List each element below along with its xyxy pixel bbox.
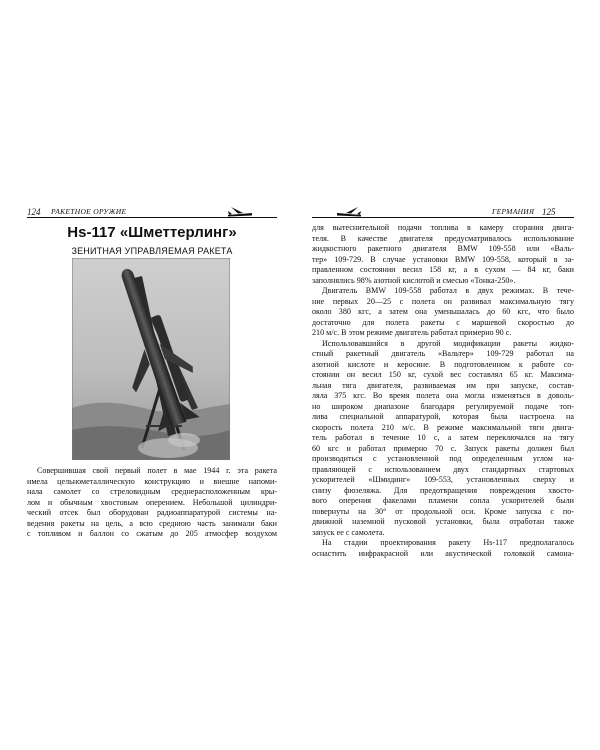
text-line: ние первых 20—25 с полета он развивал максимальную тягу [312,296,574,306]
text-line: Использовавшийся в другой модификации ракеты жидко- [322,338,574,348]
text-line: льная тяга двигателя, развиваемая им при запуске, состав- [312,380,574,390]
left-body-text [27,466,277,540]
text-line: лом и обычным хвостовым оперением. Небольшой цилиндри- [27,497,277,507]
left-running-header [27,205,277,221]
paragraph [312,339,574,539]
text-line: скорость полета 210 м/с. В режиме максимальной тяги двига- [312,422,574,432]
rocket-photo [72,258,230,460]
text-line: движной наземной пусковой установки, была отработан также [312,517,574,526]
article-title: Hs-117 «Шметтерлинг» [67,224,237,241]
text-line: снизу фюзеляжа. Для предотвращения повреждения хвосто- [312,485,574,495]
text-line: для вытеснительной подачи топлива в камеру сгорания двига- [312,223,574,232]
text-line: вого оперения факелами пламени сопла ускорителей были [312,496,574,505]
paragraph [312,538,574,559]
text-line: стоянии он весил 150 кг, сухой вес составлял 65 кг. Максима- [312,370,574,379]
text-line: Двигатель BMW 109-558 работал в двух режимах. В тече- [322,286,574,295]
right-page [300,0,600,750]
text-line: азотной кислоте и керосине. В подготовленном к работе со- [312,359,574,369]
left-header-rule [27,217,277,218]
article-subtitle: ЗЕНИТНАЯ УПРАВЛЯЕМАЯ РАКЕТА [71,246,233,256]
text-line: оснастить инфракрасной или акустической головкой самона- [312,548,574,558]
text-line: Совершившая свой первый полет в мае 1944 г. эта ракета [37,466,277,475]
text-line: тель работал в течение 10 с, а затем переключался на тягу [312,433,574,442]
text-line: тер» 109-729. В случае установки BMW 109-558, который в за- [312,254,574,264]
aircraft-logo-icon [227,206,253,217]
right-running-header [312,205,574,221]
text-line: стный ракетный двигатель «Вальтер» 109-729 работал на [312,349,574,358]
text-line: но широком диапазоне благодаря регулируемой подаче топ- [312,401,574,411]
right-body-text [312,223,574,559]
text-line: нала самолет со стреловидным среднерасположенным кры- [27,487,277,496]
text-line: правляющей с использованием двух стандартных стартовых [312,464,574,474]
text-line: ческий отсек был оборудован радиоаппаратурой системы на- [27,508,277,517]
text-line: заполнялись 98% азотной кислотой и смесью «Тонка-250». [312,275,516,285]
text-line: На стадии проектирования ракету Hs-117 предполагалось [322,538,574,547]
text-line: 60 кгс и работал примерно 70 с. Запуск ракеты должен был [312,443,574,453]
aircraft-logo-icon [336,206,362,217]
text-line: производиться с установленной под определенным углом на- [312,454,574,463]
paragraph [312,223,574,286]
text-line: запуск ее с самолета. [312,527,385,537]
right-running-title: ГЕРМАНИЯ [492,207,535,216]
text-line: лива специальной аппаратурой, которая была настроена на [312,412,574,421]
text-line: повернуты на 30° от продольной оси. Кроме запуска с по- [312,506,574,516]
text-line: жидкостного ракетного двигателя BMW 109-558 или «Валь- [312,244,574,253]
paragraph [312,286,574,339]
text-line: имела цельнометаллическую конструкцию и внешне напоми- [27,476,277,486]
right-page-number: 125 [542,207,556,217]
right-header-rule [312,217,574,218]
text-line: ускорителей «Шмидинг» 109-553, установленных сверху и [312,475,574,484]
text-line: правленном состоянии весил 158 кг, а в сухом — 84 кг, баки [312,265,574,274]
text-line: достаточно для полета ракеты с маршевой скоростью до [312,317,574,327]
text-line: ляла 375 кгс. Во время полета она могла изменяться в доволь- [312,391,574,400]
left-running-title: РАКЕТНОЕ ОРУЖИЕ [51,207,127,216]
left-page-number: 124 [27,207,41,217]
text-line: 210 м/с. В этом режиме двигатель работал примерно 90 с. [312,328,512,337]
text-line: около 380 кгс, а затем она уменьшалась до 60 кгс, что было [312,307,574,316]
text-line: ведения ракеты на цель, а всю среднюю часть занимали баки [27,518,277,528]
text-line: с топливом и баллон со сжатым до 205 атмосфер воздухом [27,529,277,538]
text-line: теля. В качестве двигателя предусматривалось использование [312,233,574,243]
